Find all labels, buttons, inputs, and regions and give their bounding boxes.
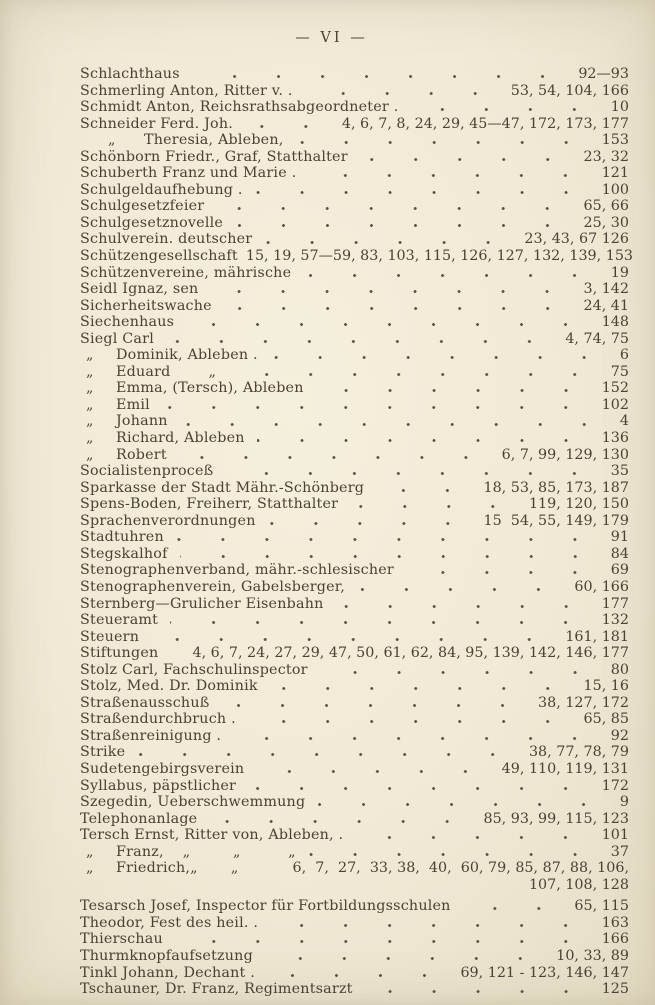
- index-entry: [80, 215, 629, 232]
- entry-label: Straßenreinigung .: [80, 727, 222, 744]
- entry-label: Stiftungen: [80, 645, 159, 662]
- entry-label: Emil: [116, 396, 150, 413]
- dot-leader: [317, 794, 612, 811]
- entry-label: Franz, „ „ „: [116, 843, 296, 860]
- ditto-mark: „: [86, 347, 94, 364]
- dot-leader: [216, 198, 575, 215]
- dot-leader: [170, 612, 594, 629]
- entry-label: Schlachthaus: [80, 66, 180, 82]
- index-entry: [80, 811, 629, 828]
- index-entry: [80, 744, 629, 761]
- index-entry: [80, 182, 629, 199]
- index-entry: [80, 612, 629, 629]
- entry-label: Steueramt: [80, 612, 159, 629]
- entry-page-numbers: 69: [610, 562, 629, 579]
- dot-leader: [84, 877, 525, 894]
- entry-page-numbers: 163: [601, 914, 629, 931]
- dot-leader: [225, 463, 602, 480]
- dot-leader: [350, 496, 521, 513]
- dot-leader: [166, 331, 557, 348]
- entry-label: Schulgesetznovelle: [80, 214, 224, 231]
- index-entry: [80, 83, 629, 100]
- entry-label: Friedrich,„ „: [116, 860, 239, 877]
- entry-label: Dominik, Ableben .: [116, 347, 258, 364]
- index-entry: [80, 844, 629, 861]
- entry-page-numbers: 153: [601, 132, 629, 149]
- entry-label: Thierschau: [80, 931, 163, 948]
- entry-label: Socialistenproceß: [80, 463, 214, 480]
- entry-label: Straßendurchbruch .: [80, 711, 236, 728]
- index-entry: [80, 695, 629, 712]
- entry-page-numbers: 92: [610, 727, 629, 744]
- entry-label: Schützenvereine, mährische: [80, 264, 292, 281]
- entry-label: Spens-Boden, Freiherr, Statthalter: [80, 496, 339, 513]
- index-entry: [80, 132, 629, 149]
- entry-page-numbers: 80: [610, 661, 629, 678]
- entry-page-numbers: 37: [610, 843, 629, 860]
- entry-label: Stolz Carl, Fachschulinspector: [80, 661, 308, 678]
- entry-page-numbers: 75: [610, 363, 629, 380]
- index-entry: [80, 149, 629, 166]
- ditto-mark: „: [86, 446, 94, 463]
- entry-page-numbers: 119, 120, 150: [528, 496, 629, 513]
- index-entry: [80, 380, 629, 397]
- dot-leader: [162, 397, 594, 414]
- ditto-mark: „: [86, 363, 94, 380]
- entry-page-numbers: 161, 181: [565, 628, 629, 645]
- entry-label: Telephonanlage: [80, 810, 198, 827]
- index-entry: [80, 794, 629, 811]
- dot-leader: [406, 562, 603, 579]
- entry-label: Tschauner, Dr. Franz, Regimentsarzt: [80, 981, 353, 998]
- entry-page-numbers: 18, 53, 85, 173, 187: [483, 479, 629, 496]
- dot-leader: [365, 981, 594, 998]
- entry-page-numbers: 92—93: [578, 66, 629, 82]
- index-entry: [80, 562, 629, 579]
- index-entry: [80, 761, 629, 778]
- entry-page-numbers: 101: [601, 827, 629, 844]
- ditto-mark: „: [86, 860, 94, 877]
- entry-label: Schuberth Franz und Marie .: [80, 165, 297, 182]
- dot-leader: [222, 695, 531, 712]
- index-entry: [80, 678, 629, 695]
- dot-leader: [176, 529, 603, 546]
- index-entry: [80, 298, 629, 315]
- entry-page-numbers: 107, 108, 128: [528, 876, 629, 893]
- entry-page-numbers: 23, 43, 67 126: [524, 231, 629, 248]
- dot-leader: [270, 678, 576, 695]
- entry-page-numbers: 35: [610, 463, 629, 480]
- entry-page-numbers: 15 54, 55, 149, 179: [483, 512, 629, 529]
- index-entry: [80, 165, 629, 182]
- entry-label: Emma, (Tersch), Ableben: [116, 380, 304, 397]
- index-entry: [80, 364, 629, 381]
- index-entry: [80, 860, 629, 877]
- index-entry: [80, 546, 629, 563]
- dot-leader: [245, 116, 334, 133]
- index-entry: [80, 314, 629, 331]
- entry-label: Stenographenverein, Gabelsberger,: [80, 578, 345, 595]
- dot-leader: [360, 149, 576, 166]
- dot-leader: [270, 915, 594, 932]
- dot-leader: [355, 827, 593, 844]
- entry-label: Theodor, Fest des heil. .: [80, 914, 259, 931]
- dot-leader: [248, 711, 576, 728]
- entry-label: Stegskalhof: [80, 545, 168, 562]
- dot-leader: [186, 314, 594, 331]
- dot-leader: [137, 744, 521, 761]
- dot-leader: [248, 778, 594, 795]
- dot-leader: [257, 430, 594, 447]
- entry-label: Thurmknopfaufsetzung: [80, 947, 253, 964]
- dot-leader: [180, 413, 612, 430]
- index-entry: [80, 66, 629, 83]
- entry-page-numbers: 4, 6, 7, 8, 24, 29, 45—47, 172, 173, 177: [341, 115, 629, 132]
- entry-label: Tersch Ernst, Ritter von, Ableben, .: [80, 827, 344, 844]
- dot-leader: [179, 447, 494, 464]
- entry-page-numbers: 19: [610, 264, 629, 281]
- index-entry: [80, 596, 629, 613]
- dot-leader: [264, 231, 516, 248]
- entry-label: Tinkl Johann, Dechant .: [80, 964, 255, 981]
- dot-leader: [376, 480, 475, 497]
- entry-label: Steuern: [80, 628, 140, 645]
- entry-label: Schulverein. deutscher: [80, 231, 253, 248]
- entry-label: Johann: [116, 413, 168, 430]
- entry-label: Sparkasse der Stadt Mähr.-Schönberg: [80, 479, 365, 496]
- entry-page-numbers: 6, 7, 27, 33, 38, 40, 60, 79, 85, 87, 88, 106,: [292, 860, 629, 877]
- dot-leader: [256, 761, 493, 778]
- ditto-mark: „: [86, 843, 94, 860]
- dot-leader: [303, 265, 603, 282]
- entry-page-numbers: 10: [610, 99, 629, 116]
- entry-page-numbers: 10, 33, 89: [556, 947, 629, 964]
- index-entry: [80, 513, 629, 530]
- ditto-mark: „: [86, 413, 94, 430]
- index-entry: [80, 281, 629, 298]
- entry-label: Szegedin, Ueberschwemmung: [80, 794, 306, 811]
- index-entry: [80, 662, 629, 679]
- entry-label: Schmidt Anton, Reichsrathsabgeordneter .: [80, 99, 399, 116]
- index-entry: [80, 579, 629, 596]
- entry-label: Robert: [116, 446, 167, 463]
- index-entry: [80, 965, 629, 982]
- entry-page-numbers: 85, 93, 99, 115, 123: [483, 810, 629, 827]
- index-entry: [80, 645, 629, 662]
- entry-page-numbers: 177: [601, 595, 629, 612]
- ditto-mark: „: [86, 380, 94, 397]
- entry-page-numbers: 9: [619, 794, 629, 811]
- ditto-mark: „: [108, 132, 116, 149]
- entry-page-numbers: 38, 127, 172: [538, 694, 629, 711]
- entry-page-numbers: 100: [601, 181, 629, 198]
- dot-leader: [463, 898, 567, 915]
- entry-label: Sicherheitswache: [80, 297, 212, 314]
- entry-label: Tesarsch Josef, Inspector für Fortbildungsschulen: [80, 898, 451, 915]
- entry-page-numbers: 25, 30: [583, 214, 629, 231]
- entry-label: Sternberg—Grulicher Eisenbahn: [80, 595, 324, 612]
- entry-page-numbers: 4, 74, 75: [565, 330, 629, 347]
- dot-leader: [255, 182, 594, 199]
- dot-leader: [268, 513, 476, 530]
- entry-label: Schulgesetzfeier: [80, 198, 205, 215]
- index-entry: [80, 915, 629, 932]
- entry-page-numbers: 23, 32: [583, 148, 629, 165]
- index-entry: [80, 778, 629, 795]
- entry-label: Stenographenverband, mähr.-schlesischer: [80, 562, 394, 579]
- index-entry: [80, 347, 629, 364]
- index-entry: [80, 463, 629, 480]
- entry-label: Syllabus, päpstlicher: [80, 777, 237, 794]
- dot-leader: [175, 931, 594, 948]
- ditto-mark: „: [86, 396, 94, 413]
- index-entry: [80, 711, 629, 728]
- dot-leader: [180, 546, 603, 563]
- entry-page-numbers: 65, 66: [583, 198, 629, 215]
- index-entry: [80, 231, 629, 248]
- entry-label: Sudetengebirgsverein: [80, 760, 245, 777]
- entry-label: Seidl Ignaz, sen: [80, 281, 199, 298]
- index-entry: [80, 529, 629, 546]
- index-entry: [80, 877, 629, 894]
- entry-page-numbers: 6, 7, 99, 129, 130: [501, 446, 629, 463]
- entry-page-numbers: 102: [601, 396, 629, 413]
- entry-page-numbers: 53, 54, 104, 166: [510, 82, 629, 99]
- entry-page-numbers: 69, 121 - 123, 146, 147: [460, 964, 629, 981]
- dot-leader: [305, 83, 503, 100]
- index-entry: [80, 629, 629, 646]
- dot-leader: [336, 596, 594, 613]
- dot-leader: [233, 728, 603, 745]
- entry-page-numbers: 49, 110, 119, 131: [501, 760, 629, 777]
- entry-page-numbers: 4: [619, 413, 629, 430]
- entry-page-numbers: 84: [610, 545, 629, 562]
- entry-page-numbers: 166: [601, 931, 629, 948]
- dot-leader: [209, 811, 475, 828]
- dot-leader: [228, 364, 603, 381]
- index-entry: [80, 397, 629, 414]
- entry-label: Sprachenverordnungen: [80, 512, 256, 529]
- ditto-mark: „: [86, 430, 94, 447]
- entry-page-numbers: 38, 77, 78, 79: [528, 744, 629, 761]
- dot-leader: [210, 281, 575, 298]
- dot-leader: [265, 948, 548, 965]
- dot-leader: [267, 965, 452, 982]
- entry-page-numbers: 132: [601, 612, 629, 629]
- entry-page-numbers: 6: [619, 347, 629, 364]
- entry-page-numbers: 4, 6, 7, 24, 27, 29, 47, 50, 61, 62, 84, 95, 139, 142, 146, 177: [192, 645, 629, 662]
- dot-leader: [320, 662, 603, 679]
- dot-leader: [308, 844, 603, 861]
- index-entry: [80, 728, 629, 745]
- index-entry: [80, 931, 629, 948]
- entry-label: Stadtuhren: [80, 529, 164, 546]
- entry-page-numbers: 172: [601, 777, 629, 794]
- dot-leader: [316, 380, 594, 397]
- entry-page-numbers: 91: [610, 529, 629, 546]
- entry-page-numbers: 15, 19, 57—59, 83, 103, 115, 126, 127, 132, 139, 153: [245, 248, 634, 265]
- index-entry: [80, 898, 629, 915]
- entry-label: Theresia, Ableben,: [144, 132, 284, 149]
- entry-label: Schmerling Anton, Ritter v. .: [80, 82, 293, 99]
- index-list: [80, 66, 634, 998]
- entry-page-numbers: 3, 142: [583, 281, 629, 298]
- index-entry: [80, 248, 634, 265]
- entry-label: Schönborn Friedr., Graf, Statthalter: [80, 148, 348, 165]
- entry-page-numbers: 60, 166: [574, 578, 629, 595]
- index-entry: [80, 447, 629, 464]
- index-entry: [80, 430, 629, 447]
- entry-label: Schneider Ferd. Joh.: [80, 115, 234, 132]
- entry-page-numbers: 125: [601, 981, 629, 998]
- dot-leader: [308, 165, 593, 182]
- dot-leader: [357, 579, 566, 596]
- dot-leader: [162, 645, 188, 662]
- index-entry: [80, 331, 629, 348]
- entry-page-numbers: 65, 115: [574, 898, 629, 915]
- entry-page-numbers: 121: [601, 165, 629, 182]
- entry-page-numbers: 148: [601, 314, 629, 331]
- entry-label: Siegl Carl: [80, 330, 154, 347]
- entry-label: Stolz, Med. Dr. Dominik: [80, 678, 258, 695]
- entry-page-numbers: 136: [601, 430, 629, 447]
- dot-leader: [224, 298, 576, 315]
- page-number-header: — VI —: [295, 30, 368, 46]
- dot-leader: [151, 629, 557, 646]
- index-entry: [80, 496, 629, 513]
- entry-label: Siechenhaus: [80, 314, 175, 331]
- entry-label: Schulgeldaufhebung .: [80, 181, 243, 198]
- dot-leader: [270, 347, 612, 364]
- index-entry: [80, 265, 629, 282]
- entry-label: Richard, Ableben: [116, 430, 245, 447]
- index-entry: [80, 413, 629, 430]
- dot-leader: [296, 132, 594, 149]
- entry-label: Strike: [80, 744, 126, 761]
- entry-page-numbers: 24, 41: [583, 297, 629, 314]
- index-entry: [80, 981, 629, 998]
- entry-label: Eduard „: [116, 363, 217, 380]
- entry-label: Straßenausschuß: [80, 694, 210, 711]
- dot-leader: [243, 860, 289, 877]
- index-entry: [80, 827, 629, 844]
- entry-page-numbers: 65, 85: [583, 711, 629, 728]
- index-entry: [80, 480, 629, 497]
- index-entry: [80, 198, 629, 215]
- index-entry: [80, 116, 629, 133]
- dot-leader: [192, 66, 571, 83]
- entry-label: Schützengesellschaft: [80, 248, 238, 265]
- dot-leader: [410, 99, 602, 116]
- entry-page-numbers: 152: [601, 380, 629, 397]
- entry-page-numbers: 15, 16: [583, 678, 629, 695]
- index-entry: [80, 99, 629, 116]
- dot-leader: [235, 215, 575, 232]
- index-entry: [80, 948, 629, 965]
